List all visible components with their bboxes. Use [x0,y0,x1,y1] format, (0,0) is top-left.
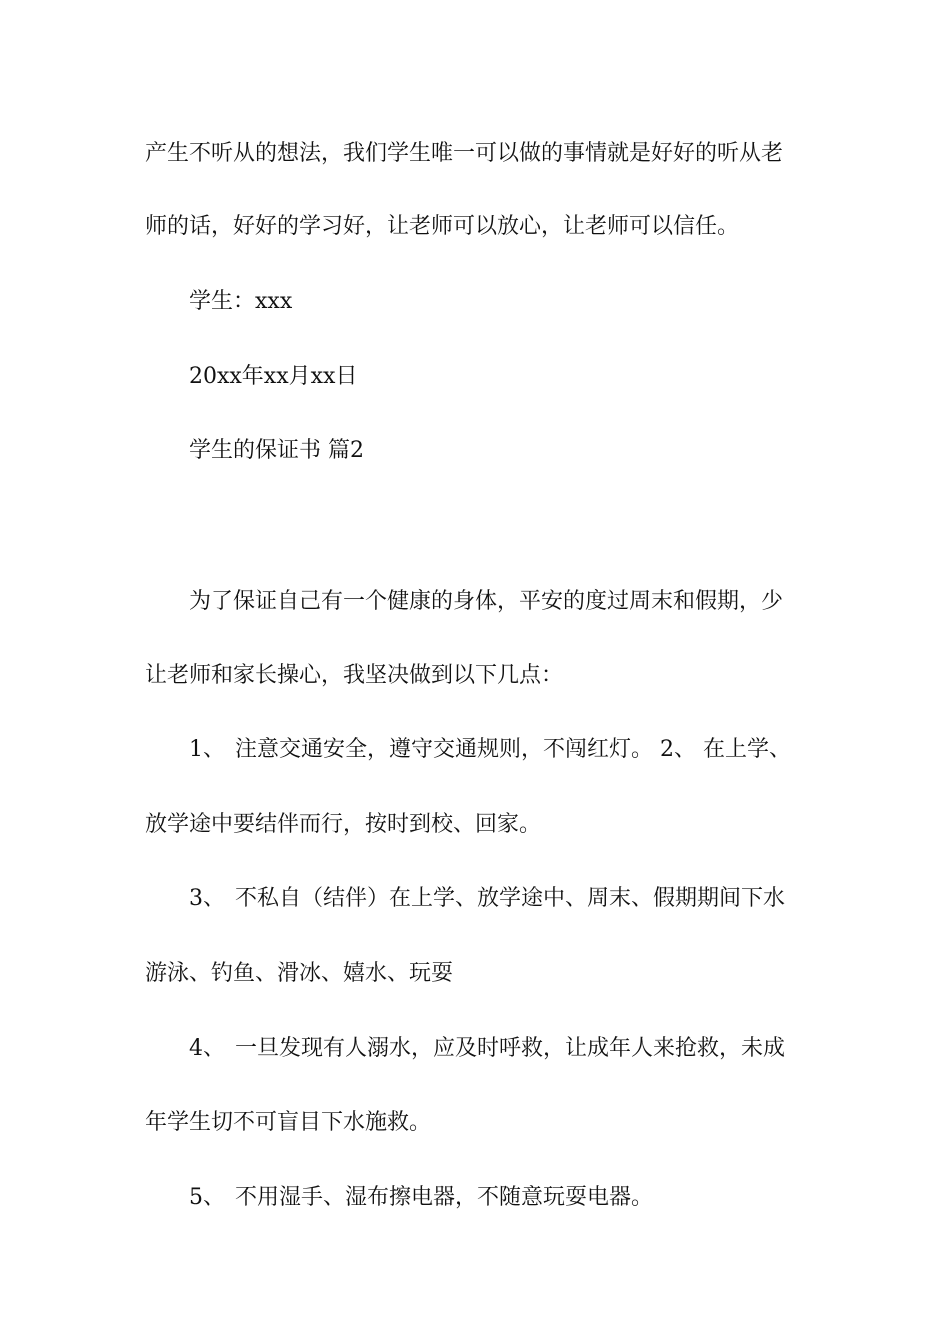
item-text: 不私自（结伴）在上学、放学途中、周末、假期期间下水 [235,886,786,911]
list-item [0,1034,950,1064]
item-text: 不用湿手、湿布擦电器，不随意玩耍电器。 [235,1185,654,1210]
intro-line: 让老师和家长操心，我坚决做到以下几点： [145,663,564,688]
signature-date: 20xx年xx月xx日 [189,364,358,389]
signature-student: 学生：xxx [189,289,293,314]
item-continuation: 游泳、钓鱼、滑冰、嬉水、玩耍 [145,961,454,986]
paragraph-line: 师的话，好好的学习好，让老师可以放心，让老师可以信任。 [145,214,740,239]
list-item [0,884,950,914]
item-continuation: 放学途中要结伴而行，按时到校、回家。 [145,812,542,837]
item-text: 注意交通安全，遵守交通规则，不闯红灯。 2、 在上学、 [235,737,791,762]
item-number: 4、 [189,1036,225,1061]
section-title: 学生的保证书 篇2 [189,438,364,463]
item-number: 3、 [189,886,225,911]
item-text: 一旦发现有人溺水，应及时呼救，让成年人来抢救，未成 [235,1036,786,1061]
item-number: 1、 [189,737,225,762]
intro-line: 为了保证自己有一个健康的身体，平安的度过周末和假期，少 [189,589,784,614]
paragraph-line: 产生不听从的想法，我们学生唯一可以做的事情就是好好的听从老 [145,141,784,166]
item-number: 5、 [189,1185,225,1210]
list-item [0,1183,950,1213]
item-continuation: 年学生切不可盲目下水施救。 [145,1110,432,1135]
list-item [0,735,950,765]
